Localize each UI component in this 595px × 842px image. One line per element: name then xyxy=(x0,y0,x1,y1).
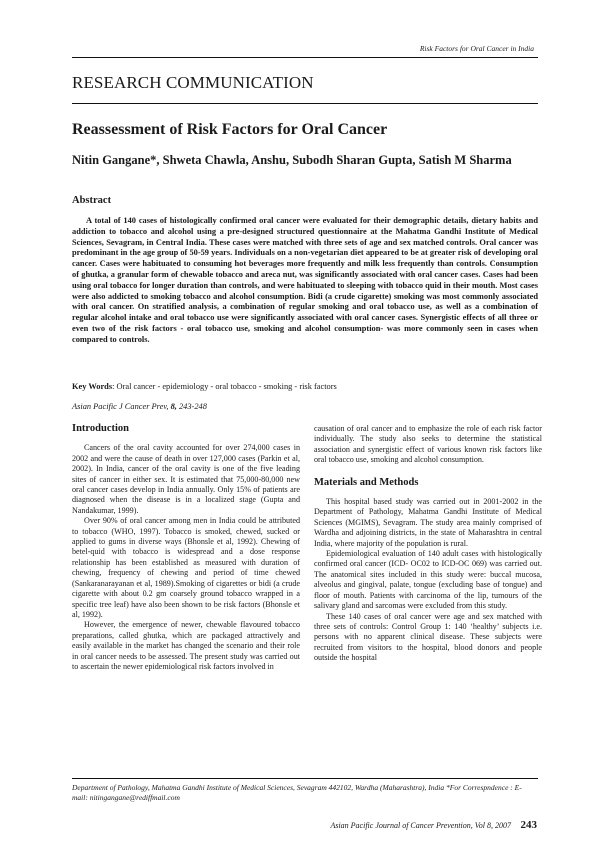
keywords-text: : Oral cancer - epidemiology - oral tobacco - smoking - risk factors xyxy=(112,382,337,391)
introduction-heading: Introduction xyxy=(72,423,129,434)
keywords-label: Key Words xyxy=(72,382,113,391)
intro-paragraph: Cancers of the oral cavity accounted for over 274,000 cases in 2002 and were the cause of death in over 127,000 cases (Parkin et al, 2002). In India, cancer of the oral cavity is one of the five leading sites of cancer in either sex. It is estimated that 75,000-80,000 new oral cancer cases develop in India annually. Only 15% of patients are diagnosed when the disease is in a localized stage (Gupta and Nandakumar, 1999). xyxy=(72,443,300,515)
abstract-heading: Abstract xyxy=(72,195,112,206)
citation-journal: Asian Pacific J Cancer Prev, xyxy=(72,402,169,411)
intro-paragraph: However, the emergence of newer, chewable flavoured tobacco preparations, called ghutka, which are packaged attractively and easily available in the market has changed the scenario and their role in oral cancer needs to be assessed. The present study was carried out to ascertain the newer epidemiological risk factors involved in xyxy=(72,620,300,671)
citation xyxy=(72,402,207,411)
affiliation-footnote: Department of Pathology, Mahatma Gandhi Institute of Medical Sciences, Sevagram 442102, Wardha (Maharashtra), India *For Correspndence : E- mail: nitingangane@rediffmail.com xyxy=(72,783,522,802)
page-number: 243 xyxy=(520,819,537,831)
header-rule-top xyxy=(72,57,538,58)
citation-volume: 8, xyxy=(170,402,177,411)
methods-paragraph: This hospital based study was carried out in 2001-2002 in the Department of Pathology, Mahatma Gandhi Institute of Medical Sciences (MGIMS), Sevagram. The study area mainly comprised of Wardha and adjoining districts, in the state of Maharashtra in central India, where majority of the population is rural. xyxy=(314,497,542,548)
abstract-text: A total of 140 cases of histologically confirmed oral cancer were evaluated for their demographic details, dietary habits and addiction to tobacco and alcohol using a pre-designed structured questionnaire at the Mahatma Gandhi Institute of Medical Sciences, Sevagram, in Central India. These cases were matched with three sets of age and sex matched controls. Oral cancer was predominant in the age group of 50-59 years. Individuals on a non-vegetarian diet appeared to be at greater risk of developing oral cancer. Cases were habituated to consuming hot beverages more frequently and milk less frequently than controls. Consumption of ghutka, a granular form of chewable tobacco and areca nut, was significantly associated with oral cancer cases. Cases had been using oral tobacco for longer duration than controls, and were habituated to sleeping with tobacco quid in their mouth. Most cases were also addicted to smoking tobacco and alcohol consumption. Bidi (a crude cigarette) smoking was most commonly associated with oral cancer. On stratified analysis, a combination of regular smoking and oral tobacco use, as well as a combination of regular alcohol intake and oral tobacco use were significantly associated with oral cancer cases. Synergistic effects of all three or even two of the risk factors - oral tobacco use, smoking and alcohol consumption- was more commonly seen in cases when compared to controls. xyxy=(72,216,538,344)
right-column xyxy=(314,424,542,664)
section-type: RESEARCH COMMUNICATION xyxy=(72,73,314,92)
running-head: Risk Factors for Oral Cancer in India xyxy=(419,44,534,53)
article-title: Reassessment of Risk Factors for Oral Cancer xyxy=(72,121,388,138)
keywords xyxy=(72,382,337,391)
intro-paragraph: Over 90% of oral cancer among men in India could be attributed to tobacco (WHO, 1997). Tobacco is smoked, chewed, sucked or applied to gums in diverse ways (Bhonsle et al, 1992). Chewing of betel-quid with tobacco is widespread and a dose response relationship has been established as measured with duration of chewing, frequency of chewing and period of time chewed (Sankaranarayanan et al, 1989).Smoking of cigarettes or bidi (a crude cigarette with about 0.2 gm coarsely ground tobacco wrapped in a specific tree leaf) have also been shown to be risk factors (Bhonsle et al, 1992). xyxy=(72,516,300,619)
footnote-rule xyxy=(72,778,538,779)
header-rule-bottom xyxy=(72,103,538,104)
left-column xyxy=(72,424,300,672)
footer-journal: Asian Pacific Journal of Cancer Prevention, Vol 8, 2007 xyxy=(330,821,511,830)
section-gap xyxy=(314,466,542,478)
methods-heading: Materials and Methods xyxy=(314,476,419,488)
citation-pages: 243-248 xyxy=(178,402,207,411)
methods-paragraph: Epidemiological evaluation of 140 adult cases with histologically confirmed oral cancer (ICD- OC02 to ICD-OC 069) was carried out. The anatomical sites included in this study were: buccal mucosa, alveolus and gingival, palate, tongue (excluding base of tongue) and floor of mouth. Patients with carcinoma of the lip, tumours of the salivary gland and sarcomas were excluded from this study. xyxy=(314,549,542,611)
intro-continuation: causation of oral cancer and to emphasize the role of each risk factor individually. The study also seeks to determine the statistical association and synergistic effect of various known risk factors like oral tobacco use, smoking and alcohol consumption. xyxy=(314,424,542,465)
authors: Nitin Gangane*, Shweta Chawla, Anshu, Subodh Sharan Gupta, Satish M Sharma xyxy=(72,153,512,167)
methods-paragraph: These 140 cases of oral cancer were age and sex matched with three sets of controls: Control Group 1: 140 ‘healthy’ subjects i.e. persons with no apparent clinical disease. These subjects were recruited from visitors to the hospital, blood donors and people outside the hospital xyxy=(314,611,542,663)
